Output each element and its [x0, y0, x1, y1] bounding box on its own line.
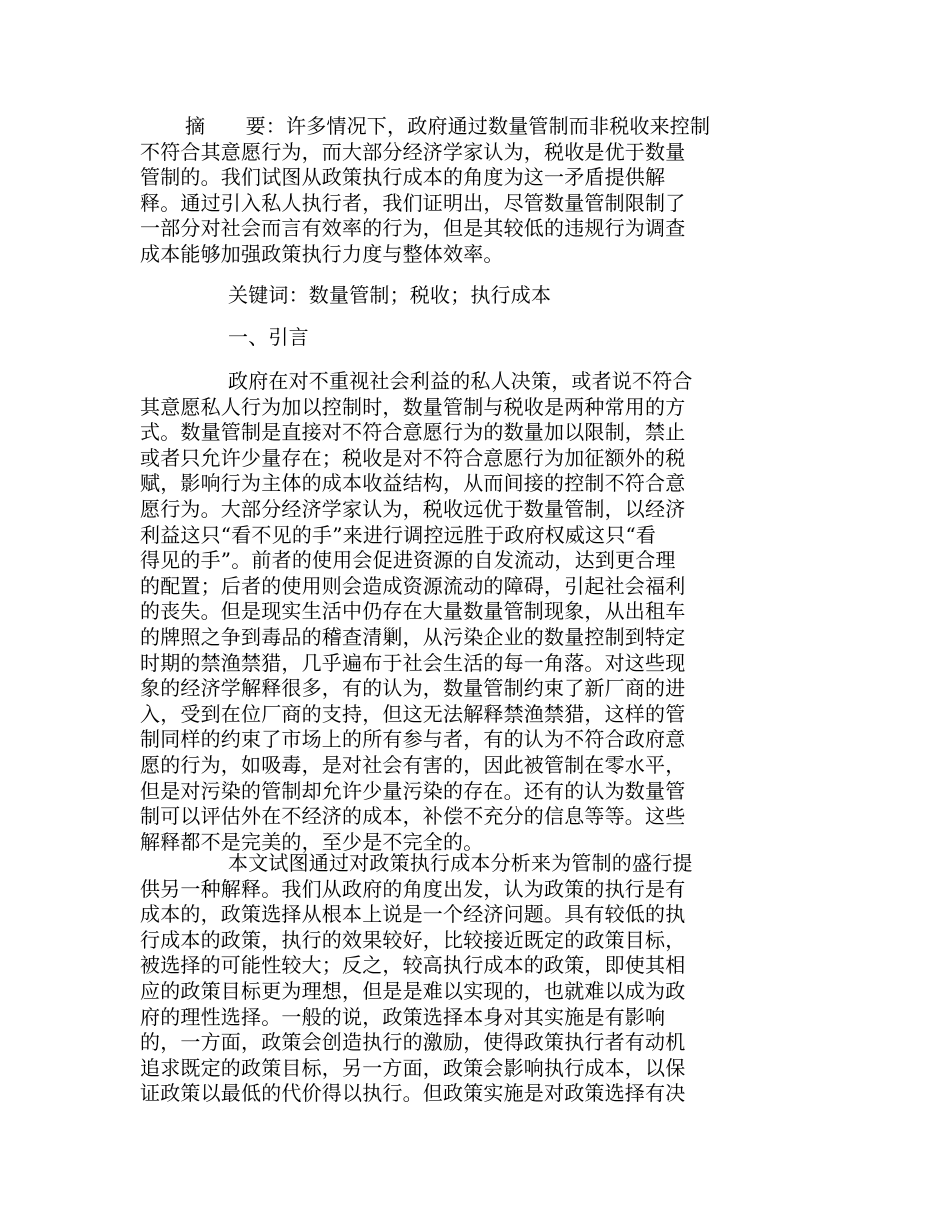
- paragraph-line: 入，受到在位厂商的支持，但这无法解释禁渔禁猎，这样的管: [140, 701, 686, 726]
- paragraph-line: 的配置；后者的使用则会造成资源流动的障碍，引起社会福利: [140, 573, 686, 598]
- body-paragraph-1: [140, 369, 740, 855]
- paragraph-line: 愿行为。大部分经济学家认为，税收远优于数量管制，以经济: [140, 496, 686, 521]
- paragraph-line: 或者只允许少量存在；税收是对不符合意愿行为加征额外的税: [140, 445, 686, 470]
- paragraph-line: 的，一方面，政策会创造执行的激励，使得政策执行者有动机: [140, 1030, 686, 1055]
- abstract-line: 不符合其意愿行为，而大部分经济学家认为，税收是优于数量: [140, 139, 686, 164]
- abstract-line: 成本能够加强政策执行力度与整体效率。: [140, 241, 504, 266]
- paragraph-line: 愿的行为，如吸毒，是对社会有害的，因此被管制在零水平，: [140, 752, 686, 777]
- paragraph-line: 供另一种解释。我们从政府的角度出发，认为政策的执行是有: [140, 876, 686, 901]
- paragraph-line: 被选择的可能性较大；反之，较高执行成本的政策，即使其相: [140, 953, 686, 978]
- paragraph-line: 利益这只“看不见的手”来进行调控远胜于政府权威这只“看: [140, 522, 657, 547]
- paragraph-line: 证政策以最低的代价得以执行。但政策实施是对政策选择有决: [140, 1081, 686, 1106]
- paragraph-line: 追求既定的政策目标，另一方面，政策会影响执行成本，以保: [140, 1055, 686, 1080]
- paragraph-line: 解释都不是完美的，至少是不完全的。: [140, 829, 484, 854]
- paragraph-line: 应的政策目标更为理想，但是是难以实现的，也就难以成为政: [140, 978, 686, 1003]
- paragraph-line: 的牌照之争到毒品的稽查清剿，从污染企业的数量控制到特定: [140, 624, 686, 649]
- paragraph-line: 的丧失。但是现实生活中仍存在大量数量管制现象，从出租车: [140, 599, 686, 624]
- keywords-text: 关键词：数量管制；税收；执行成本: [228, 283, 552, 307]
- paragraph-line: 赋，影响行为主体的成本收益结构，从而间接的控制不符合意: [140, 471, 686, 496]
- keywords-line: [140, 283, 740, 309]
- section-heading: [140, 325, 740, 351]
- abstract-line: 一部分对社会而言有效率的行为，但是其较低的违规行为调查: [140, 216, 686, 241]
- section-heading-text: 一、引言: [228, 325, 309, 349]
- paragraph-line: 式。数量管制是直接对不符合意愿行为的数量加以限制，禁止: [140, 420, 686, 445]
- abstract-paragraph: [140, 114, 740, 268]
- paragraph-line: 时期的禁渔禁猎，几乎遍布于社会生活的每一角落。对这些现: [140, 650, 686, 675]
- paragraph-line: 象的经济学解释很多，有的认为，数量管制约束了新厂商的进: [140, 676, 686, 701]
- paragraph-line: 制可以评估外在不经济的成本，补偿不充分的信息等等。这些: [140, 804, 686, 829]
- paragraph-line: 制同样的约束了市场上的所有参与者，有的认为不符合政府意: [140, 727, 686, 752]
- paragraph-line: 行成本的政策，执行的效果较好，比较接近既定的政策目标，: [140, 927, 686, 952]
- abstract-line: 管制的。我们试图从政策执行成本的角度为这一矛盾提供解: [140, 165, 666, 190]
- paragraph-line: 成本的，政策选择从根本上说是一个经济问题。具有较低的执: [140, 902, 686, 927]
- paragraph-line: 本文试图通过对政策执行成本分析来为管制的盛行提: [228, 851, 693, 875]
- paragraph-line: 但是对污染的管制却允许少量污染的存在。还有的认为数量管: [140, 778, 686, 803]
- paragraph-line: 府的理性选择。一般的说，政策选择本身对其实施是有影响: [140, 1004, 666, 1029]
- abstract-line: 释。通过引入私人执行者，我们证明出，尽管数量管制限制了: [140, 190, 686, 215]
- abstract-line: 摘 要：许多情况下，政府通过数量管制而非税收来控制: [185, 114, 711, 138]
- body-paragraph-2: [140, 851, 740, 1107]
- paragraph-line: 政府在对不重视社会利益的私人决策，或者说不符合: [228, 369, 693, 393]
- paragraph-line: 其意愿私人行为加以控制时，数量管制与税收是两种常用的方: [140, 394, 686, 419]
- paragraph-line: 得见的手”。前者的使用会促进资源的自发流动，达到更合理: [140, 548, 676, 573]
